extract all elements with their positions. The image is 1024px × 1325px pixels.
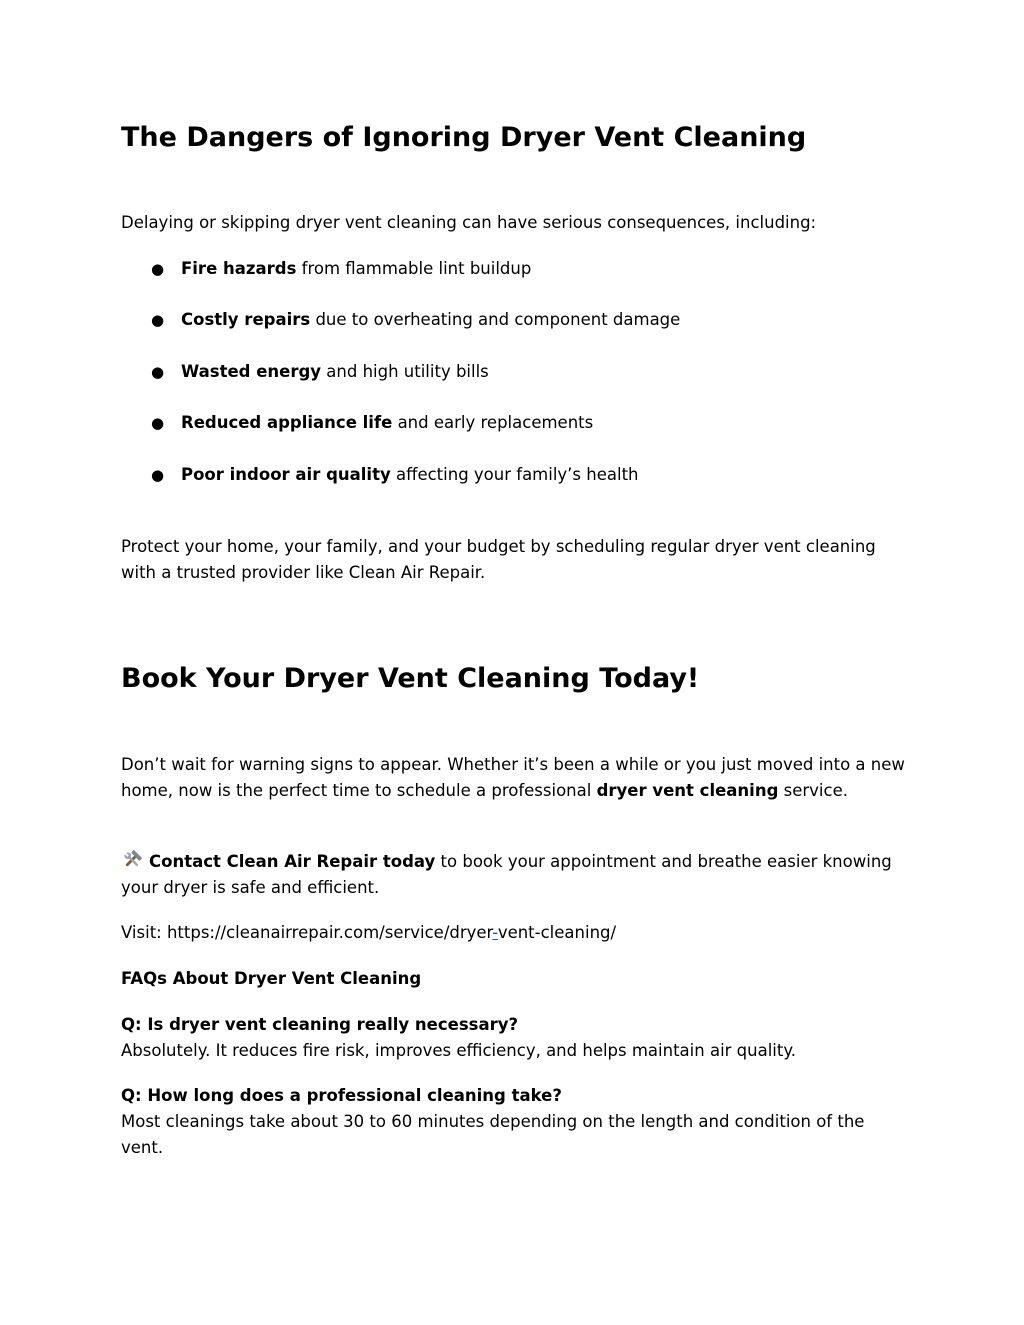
hammer-and-wrench-icon [121,850,143,870]
list-item-rest: affecting your family’s health [390,465,639,484]
contact-paragraph [121,849,911,901]
list-item-text [181,307,680,333]
faq-item [121,1083,911,1161]
bullet-dot: ● [151,311,165,329]
list-item-rest: and early replacements [392,413,594,432]
list-item-bold: Reduced appliance life [181,413,393,432]
faq-question: Q: How long does a professional cleaning take? [121,1086,562,1105]
bullet-dot: ● [151,414,165,432]
book-paragraph-text: Don’t wait for warning signs to appear. Whether it’s been a while or you just moved into a new home, now is the perfect time to schedule a professional [121,755,905,800]
faq-item [121,1012,911,1064]
list-item-rest: and high utility bills [321,362,489,381]
url-hyphen-link[interactable]: - [492,923,498,942]
list-item-bold: Fire hazards [181,259,297,278]
faq-answer: Absolutely. It reduces fire risk, improves efficiency, and helps maintain air quality. [121,1041,797,1060]
visit-url-text: Visit: https://cleanairrepair.com/service/dryer [121,923,493,942]
list-item-rest: from flammable lint buildup [296,259,532,278]
dangers-intro: Delaying or skipping dryer vent cleaning can have serious consequences, including: [121,213,817,232]
faq-heading [121,966,911,992]
visit-line [121,920,911,946]
visit-url-end: vent-cleaning/ [497,923,617,942]
contact-rest: to book your appointment and breathe easier knowing your dryer is safe and efficient. [121,852,892,897]
list-item-text [181,462,639,488]
bullet-dot: ● [151,260,165,278]
dangers-closing: Protect your home, your family, and your budget by scheduling regular dryer vent cleaning with a trusted provider like Clean Air Repair. [121,537,876,582]
list-item-text [181,256,531,282]
list-item-bold: Costly repairs [181,310,311,329]
list-item-text [181,410,593,436]
list-item-text [181,359,489,385]
faq-question: Q: Is dryer vent cleaning really necessary? [121,1015,519,1034]
faq-answer: Most cleanings take about 30 to 60 minutes depending on the length and condition of the vent. [121,1112,865,1157]
book-paragraph [121,752,911,804]
faq-heading-text: FAQs About Dryer Vent Cleaning [121,969,422,988]
book-paragraph-end: service. [778,781,848,800]
bullet-dot: ● [151,363,165,381]
list-item-bold: Wasted energy [181,362,322,381]
contact-bold: Contact Clean Air Repair today [149,852,436,871]
bullet-dot: ● [151,466,165,484]
section-heading-book: Book Your Dryer Vent Cleaning Today! [121,663,700,694]
list-item-bold: Poor indoor air quality [181,465,391,484]
section-heading-dangers: The Dangers of Ignoring Dryer Vent Cleaning [121,122,807,153]
book-paragraph-bold: dryer vent cleaning [596,781,779,800]
list-item-rest: due to overheating and component damage [310,310,681,329]
